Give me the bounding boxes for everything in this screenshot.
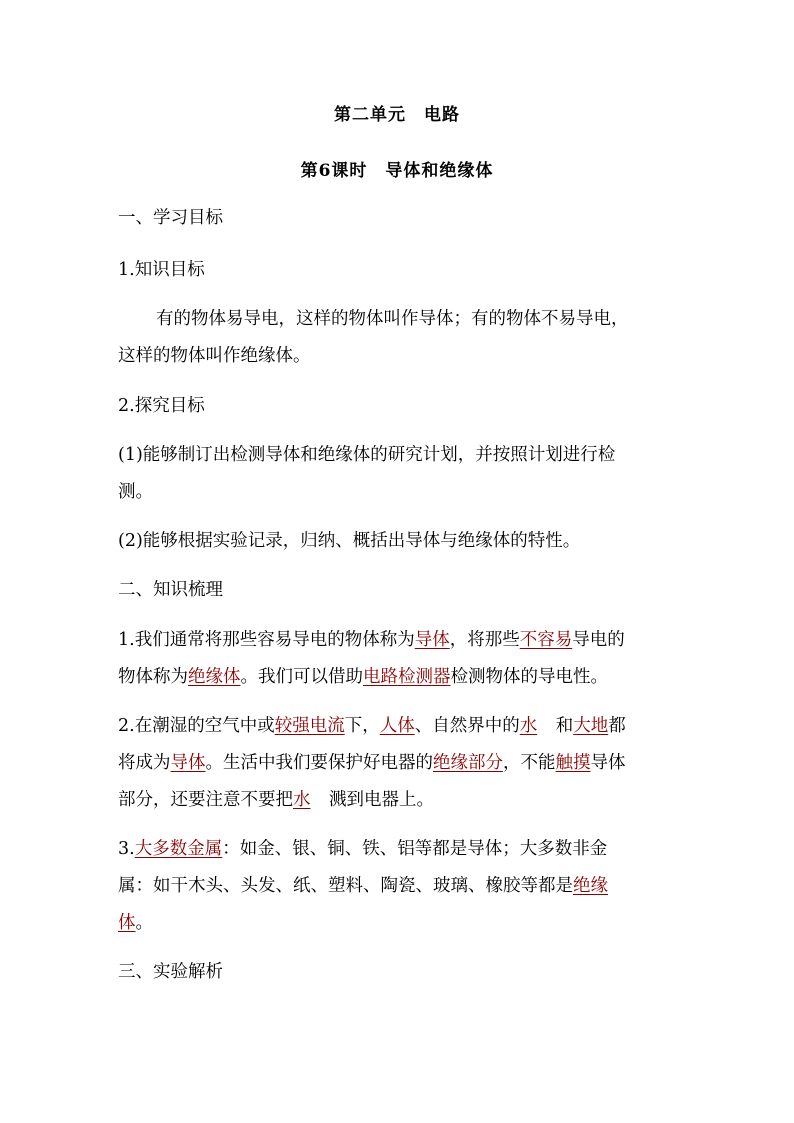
section-heading-knowledge: 二、知识梳理 bbox=[118, 580, 223, 600]
text-span: 和 bbox=[555, 716, 574, 736]
fill-blank: 水 bbox=[519, 716, 538, 736]
knowledge-p2-line-1 bbox=[118, 714, 678, 738]
fill-blank: 大地 bbox=[573, 716, 609, 736]
inquiry-item-1-line-1: (1)能够制订出检测导体和绝缘体的研究计划，并按照计划进行检 bbox=[118, 445, 616, 465]
knowledge-p2-line-3 bbox=[118, 788, 678, 812]
knowledge-goal-line-1: 有的物体易导电，这样的物体叫作导体；有的物体不易导电， bbox=[156, 309, 629, 329]
inquiry-item-2: (2)能够根据实验记录，归纳、概括出导体与绝缘体的特性。 bbox=[118, 531, 581, 551]
text-span: 导电的 bbox=[572, 630, 625, 650]
text-span: ，将那些 bbox=[449, 630, 520, 650]
text-span: 物体称为 bbox=[118, 667, 188, 687]
fill-blank: 绝缘 bbox=[573, 876, 608, 896]
knowledge-goal-line-2: 这样的物体叫作绝缘体。 bbox=[118, 346, 311, 366]
fill-blank: 大多数金属 bbox=[134, 839, 223, 859]
text-span: 。 bbox=[135, 913, 153, 933]
knowledge-p3-line-1 bbox=[118, 837, 678, 861]
fill-blank: 触摸 bbox=[555, 753, 591, 773]
text-span: 。我们可以借助 bbox=[240, 667, 363, 687]
text-span: 下， bbox=[344, 716, 380, 736]
text-span: ：如金、银、铜、铁、铝等都是导体；大多数非金 bbox=[222, 839, 608, 859]
text-span: 检测物体的导电性。 bbox=[450, 667, 608, 687]
knowledge-p1-line-2 bbox=[118, 665, 678, 689]
text-span: 、自然界中的 bbox=[414, 716, 520, 736]
section-heading-goals: 一、学习目标 bbox=[118, 208, 223, 228]
inquiry-item-1-line-2: 测。 bbox=[118, 482, 153, 502]
fill-blank: 水 bbox=[293, 790, 311, 810]
knowledge-p1-line-1 bbox=[118, 628, 678, 652]
lesson-title: 第6课时 导体和绝缘体 bbox=[300, 161, 494, 181]
text-span: 导体 bbox=[590, 753, 626, 773]
text-span: 属：如干木头、头发、纸、塑料、陶瓷、玻璃、橡胶等都是 bbox=[118, 876, 573, 896]
text-span: 1.我们通常将那些容易导电的物体称为 bbox=[118, 630, 415, 650]
text-span: 2.在潮湿的空气中或 bbox=[118, 716, 275, 736]
fill-blank: 体 bbox=[118, 913, 136, 933]
fill-blank: 电路检测器 bbox=[363, 667, 451, 687]
knowledge-p2-line-2 bbox=[118, 751, 678, 775]
knowledge-p3-line-2 bbox=[118, 874, 678, 898]
text-span: 溅到电器上。 bbox=[329, 790, 434, 810]
fill-blank: 较强电流 bbox=[274, 716, 345, 736]
text-span: 部分，还要注意不要把 bbox=[118, 790, 293, 810]
text-span: 都 bbox=[608, 716, 626, 736]
section-heading-experiment: 三、实验解析 bbox=[118, 962, 223, 982]
fill-blank: 人体 bbox=[379, 716, 415, 736]
subheading-knowledge-goal: 1.知识目标 bbox=[118, 260, 205, 280]
fill-blank: 导体 bbox=[414, 630, 450, 650]
fill-blank: 导体 bbox=[170, 753, 206, 773]
text-span: ，不能 bbox=[503, 753, 556, 773]
knowledge-p3-line-3 bbox=[118, 911, 678, 935]
fill-blank: 绝缘体 bbox=[188, 667, 241, 687]
text-span: 将成为 bbox=[118, 753, 171, 773]
unit-title: 第二单元 电路 bbox=[334, 105, 460, 125]
subheading-inquiry-goal: 2.探究目标 bbox=[118, 396, 205, 416]
fill-blank: 不容易 bbox=[519, 630, 573, 650]
text-span: 。生活中我们要保护好电器的 bbox=[205, 753, 433, 773]
text-span: 3. bbox=[118, 839, 135, 859]
fill-blank: 绝缘部分 bbox=[433, 753, 503, 773]
